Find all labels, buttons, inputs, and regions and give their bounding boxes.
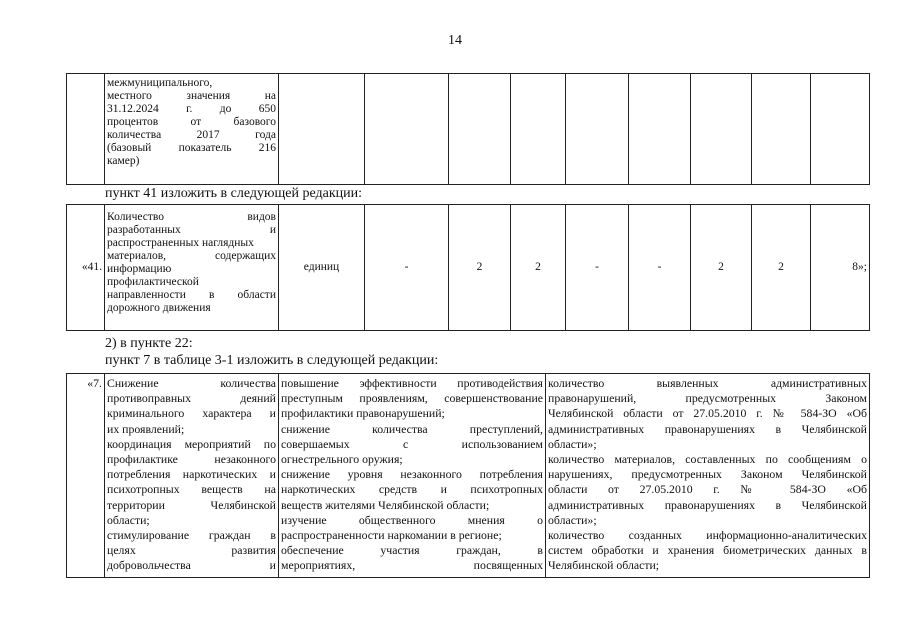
line: противоправных деяний — [107, 391, 276, 406]
cell-empty — [629, 74, 691, 185]
line: административных правонарушениях в Челябинской — [548, 497, 867, 512]
line: камер) — [107, 155, 140, 167]
line: целях развития — [107, 543, 276, 558]
line: мероприятиях, посвященных — [281, 558, 543, 573]
line: потребления наркотических и — [107, 467, 276, 482]
line: Челябинской области; — [548, 558, 660, 573]
value-cell: 2 — [691, 205, 752, 331]
line: преступным проявлениям, совершенствование — [281, 391, 543, 406]
row-number: «7. — [67, 374, 105, 578]
cell-empty — [511, 74, 566, 185]
line: снижение уровня незаконного потребления — [281, 467, 543, 482]
line: количества 2017 года — [107, 129, 276, 141]
line: межмуниципального, — [107, 77, 213, 89]
line: количество выявленных административных — [548, 376, 867, 390]
cell-tasks — [279, 374, 546, 578]
unit-cell: единиц — [279, 205, 365, 331]
value-cell: - — [629, 205, 691, 331]
cell-empty — [279, 74, 365, 185]
line: области; — [107, 512, 150, 527]
value-cell: 2 — [449, 205, 511, 331]
line: повышение эффективности противодействия — [281, 376, 543, 390]
cell-empty — [566, 74, 629, 185]
line: профилактики правонарушений; — [281, 406, 445, 421]
line: обеспечение участия граждан, в — [281, 543, 543, 558]
instruction-7: пункт 7 в таблице 3-1 изложить в следующей редакции: — [105, 353, 439, 368]
line: нарушениях, предусмотренных Законом Челябинской — [548, 467, 867, 482]
line: процентов от базового — [107, 116, 276, 128]
value-cell: - — [566, 205, 629, 331]
line: координация мероприятий по — [107, 436, 276, 451]
line: добровольчества и — [107, 558, 276, 573]
line: Челябинской области от 27.05.2010 г. № 584-ЗО «Об — [548, 406, 867, 421]
line: профилактике незаконного — [107, 452, 276, 467]
line: количество созданных информационно-аналитических — [548, 528, 867, 543]
line: 31.12.2024 г. до 650 — [107, 103, 276, 115]
line: наркотических средств и психотропных — [281, 482, 543, 497]
value-cell: 2 — [752, 205, 811, 331]
line: веществ жителями Челябинской области; — [281, 497, 490, 512]
line: разработанных и — [107, 224, 276, 236]
value-cell: - — [365, 205, 449, 331]
cell-empty — [449, 74, 511, 185]
line: криминального характера и — [107, 406, 276, 421]
cell-indicators — [546, 374, 870, 578]
line: распространенности наркомании в регионе; — [281, 528, 502, 543]
line: (базовый показатель 216 — [107, 142, 276, 154]
instruction-41: пункт 41 изложить в следующей редакции: — [105, 186, 362, 201]
instruction-22: 2) в пункте 22: — [105, 336, 193, 351]
line: материалов, содержащих — [107, 250, 276, 262]
cell-empty — [752, 74, 811, 185]
line: огнестрельного оружия; — [281, 452, 403, 467]
cell-indicator — [105, 205, 279, 331]
line: местного значения на — [107, 90, 276, 102]
value-cell: 2 — [511, 205, 566, 331]
line: территории Челябинской — [107, 497, 276, 512]
row-number: «41. — [67, 205, 105, 331]
line: количество материалов, составленных по сообщениям о — [548, 452, 867, 467]
line: совершаемых с использованием — [281, 436, 543, 451]
line: области»; — [548, 512, 597, 527]
line: Количество видов — [107, 211, 276, 223]
line: изучение общественного мнения о — [281, 512, 543, 527]
cell-indicator — [105, 74, 279, 185]
cell-empty — [691, 74, 752, 185]
line: систем обработки и хранения биометрических данных в — [548, 543, 867, 558]
table-row-7 — [66, 373, 870, 578]
line: области»; — [548, 436, 597, 451]
line: направленности в области — [107, 289, 276, 301]
line: снижение количества преступлений, — [281, 421, 543, 436]
table-row-41 — [66, 204, 870, 331]
value-cell: 8»; — [811, 205, 870, 331]
line: правонарушений, предусмотренных Законом — [548, 391, 867, 406]
line: распространенных наглядных — [107, 237, 254, 249]
line: стимулирование граждан в — [107, 528, 276, 543]
page-number: 14 — [448, 33, 462, 48]
table-top-fragment — [66, 73, 870, 185]
cell-num — [67, 74, 105, 185]
line: дорожного движения — [107, 302, 211, 314]
line: их проявлений; — [107, 421, 185, 436]
line: информацию — [107, 263, 172, 275]
line: административных правонарушениях в Челябинской — [548, 421, 867, 436]
cell-empty — [365, 74, 449, 185]
line: области от 27.05.2010 г. № 584-ЗО «Об — [548, 482, 867, 497]
line: Снижение количества — [107, 376, 276, 390]
cell-goals — [105, 374, 279, 578]
cell-empty — [811, 74, 870, 185]
line: профилактической — [107, 276, 199, 288]
line: психотропных веществ на — [107, 482, 276, 497]
